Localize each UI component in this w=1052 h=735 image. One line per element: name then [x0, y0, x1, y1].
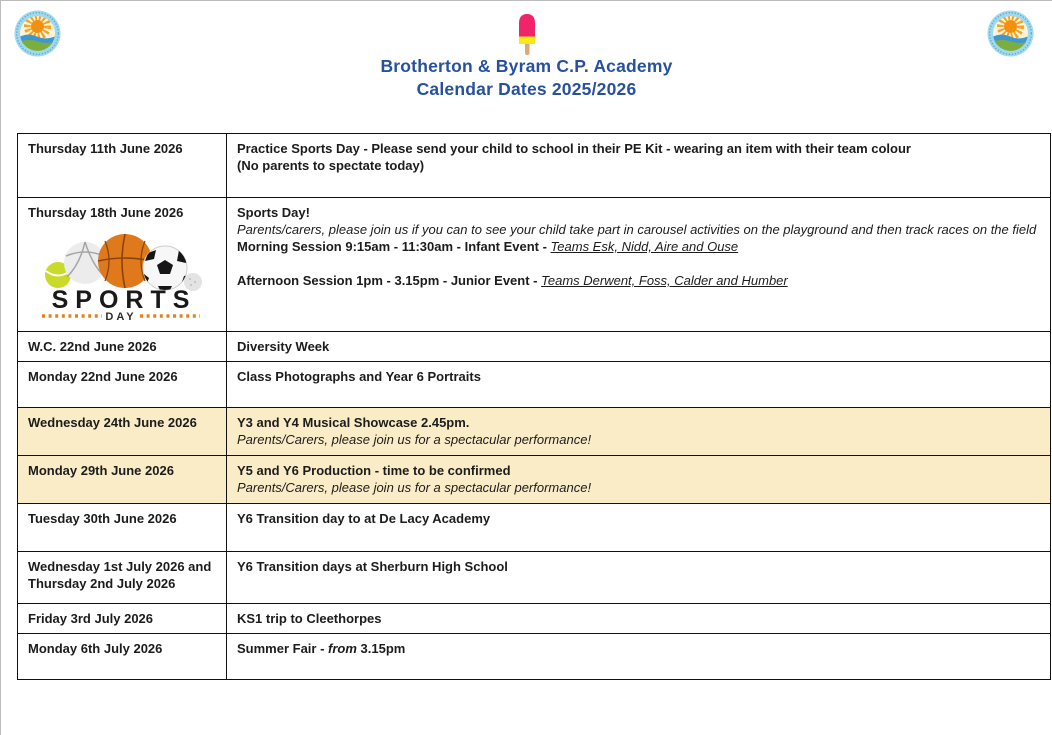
event-text-line: [237, 414, 1038, 431]
text-segment: Practice Sports Day - Please send your child to school in their PE Kit - wearing an item with their team colour: [237, 141, 911, 156]
event-description-cell: [227, 604, 1051, 634]
event-text-line: [237, 255, 1038, 272]
table-row: [18, 634, 1051, 680]
event-text-line: [237, 610, 1038, 627]
text-segment: Parents/carers, please join us if you can to see your child take part in carousel activities on the playground and then track races on the field: [237, 222, 1037, 237]
event-text-line: [237, 640, 1038, 657]
text-segment: Parents/Carers, please join us for a spectacular performance!: [237, 432, 592, 447]
text-segment: Morning Session 9:15am - 11:30am - Infant Event -: [237, 239, 551, 254]
sports-day-balls-graphic: [36, 228, 206, 322]
text-segment: Diversity Week: [237, 339, 330, 354]
table-row: [18, 134, 1051, 198]
event-description-cell: [227, 362, 1051, 408]
text-segment: Y3 and Y4 Musical Showcase 2.45pm.: [237, 415, 470, 430]
event-date: Tuesday 30th June 2026: [28, 511, 177, 526]
event-text-line: [237, 558, 1038, 575]
text-segment: Y6 Transition days at Sherburn High School: [237, 559, 508, 574]
text-segment: (No parents to spectate today): [237, 158, 425, 173]
event-date: Monday 22nd June 2026: [28, 369, 178, 384]
event-date-cell: [18, 408, 227, 456]
event-text-line: [237, 272, 1038, 289]
school-crest-logo-left: [14, 10, 61, 57]
event-date: Monday 6th July 2026: [28, 641, 163, 656]
calendar-table-body: [18, 134, 1051, 680]
event-description-cell: [227, 456, 1051, 504]
event-text-line: [237, 462, 1038, 479]
text-segment: Sports Day!: [237, 205, 310, 220]
event-date-cell: [18, 552, 227, 604]
day-label: DAY: [105, 311, 137, 322]
event-description-cell: [227, 634, 1051, 680]
event-text-line: [237, 238, 1038, 255]
event-date: Wednesday 1st July 2026 and Thursday 2nd July 2026: [28, 559, 212, 591]
event-date: Friday 3rd July 2026: [28, 611, 154, 626]
event-text-line: [237, 431, 1038, 448]
text-segment: Summer Fair -: [237, 641, 329, 656]
event-text-line: [237, 221, 1038, 238]
text-segment: Teams Esk, Nidd, Aire and Ouse: [550, 239, 739, 254]
calendar-table: [17, 133, 1051, 680]
text-segment: KS1 trip to Cleethorpes: [237, 611, 382, 626]
text-segment: from: [328, 641, 357, 656]
event-date-cell: [18, 134, 227, 198]
page-title: Brotherton & Byram C.P. Academy: [380, 56, 673, 76]
event-text-line: [237, 479, 1038, 496]
event-date-cell: [18, 504, 227, 552]
page-subtitle: Calendar Dates 2025/2026: [416, 79, 637, 99]
event-date: Thursday 11th June 2026: [28, 141, 183, 156]
text-segment: 3.15pm: [356, 641, 406, 656]
event-text-line: [237, 157, 1038, 174]
event-date-cell: [18, 634, 227, 680]
table-row: [18, 362, 1051, 408]
event-text-line: [237, 204, 1038, 221]
text-segment: Parents/Carers, please join us for a spectacular performance!: [237, 480, 592, 495]
event-date: Monday 29th June 2026: [28, 463, 174, 478]
event-text-line: [237, 510, 1038, 527]
event-date-cell: [18, 456, 227, 504]
event-description-cell: [227, 332, 1051, 362]
table-row: [18, 198, 1051, 332]
school-crest-icon: [987, 10, 1034, 57]
event-date: W.C. 22nd June 2026: [28, 339, 157, 354]
event-date-cell: [18, 604, 227, 634]
event-date-cell: [18, 332, 227, 362]
event-date-cell: [18, 362, 227, 408]
event-description-cell: [227, 134, 1051, 198]
school-crest-icon: [14, 10, 61, 57]
table-row: [18, 604, 1051, 634]
text-segment: Class Photographs and Year 6 Portraits: [237, 369, 481, 384]
event-date-cell: [18, 198, 227, 332]
school-crest-logo-right: [987, 10, 1034, 57]
text-segment: Afternoon Session 1pm - 3.15pm - Junior Event -: [237, 273, 542, 288]
table-row: [18, 552, 1051, 604]
sports-label: SPORTS: [51, 286, 197, 314]
event-description-cell: [227, 504, 1051, 552]
ice-lolly-icon: [512, 12, 542, 58]
event-description-cell: [227, 552, 1051, 604]
table-row: [18, 456, 1051, 504]
document-title-block: [1, 55, 1052, 101]
text-segment: Y6 Transition day to at De Lacy Academy: [237, 511, 491, 526]
event-description-cell: [227, 198, 1051, 332]
text-segment: Teams Derwent, Foss, Calder and Humber: [541, 273, 788, 288]
event-date: Thursday 18th June 2026: [28, 205, 184, 220]
event-description-cell: [227, 408, 1051, 456]
text-segment: Y5 and Y6 Production - time to be confirmed: [237, 463, 511, 478]
table-row: [18, 332, 1051, 362]
event-text-line: [237, 368, 1038, 385]
table-row: [18, 504, 1051, 552]
event-date: Wednesday 24th June 2026: [28, 415, 197, 430]
event-text-line: [237, 338, 1038, 355]
event-text-line: [237, 140, 1038, 157]
table-row: [18, 408, 1051, 456]
